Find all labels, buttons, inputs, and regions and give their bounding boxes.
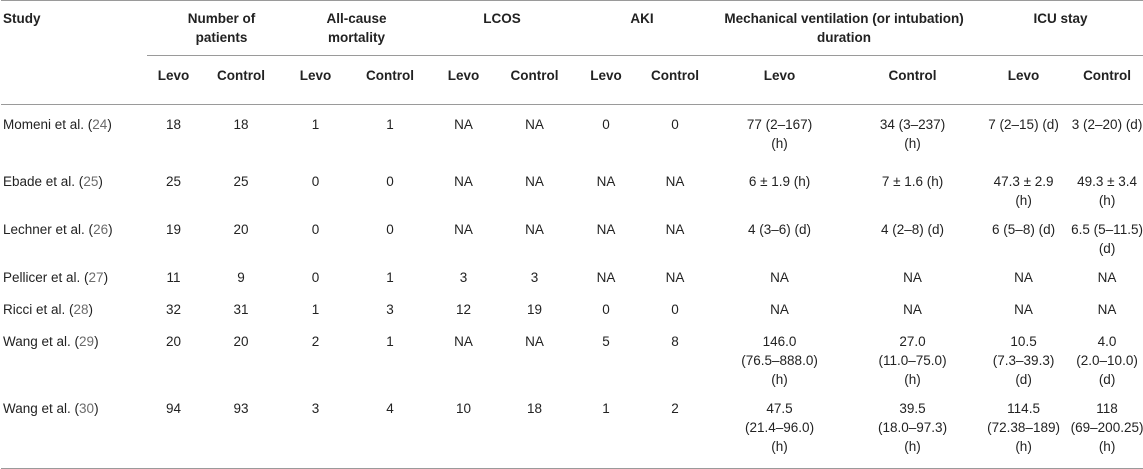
citation-link[interactable]: 28 bbox=[73, 301, 89, 317]
mv-ctrl-cell bbox=[848, 105, 977, 162]
study-name-text: ) bbox=[107, 117, 112, 132]
cell-line: (76.5–888.0) bbox=[741, 352, 818, 368]
cell-line: 6.5 (5–11.5) bbox=[1071, 221, 1143, 237]
cell-line: (h) bbox=[904, 136, 921, 151]
study-name-text: Wang et al. ( bbox=[3, 333, 80, 349]
subheader-levo: Levo bbox=[282, 56, 349, 105]
icu-ctrl-cell bbox=[1070, 389, 1143, 469]
mv-ctrl-cell bbox=[848, 290, 977, 322]
cell-line: NA bbox=[903, 301, 922, 317]
citation-link[interactable]: 29 bbox=[79, 333, 95, 349]
study-name-text: Ebade et al. ( bbox=[3, 173, 84, 189]
table-row bbox=[1, 322, 1143, 389]
icu-ctrl-cell bbox=[1070, 210, 1143, 258]
mv-ctrl-cell bbox=[848, 210, 977, 258]
icu-levo-cell bbox=[977, 322, 1070, 389]
mort-levo-cell: 0 bbox=[311, 269, 320, 285]
aki-ctrl-cell: 2 bbox=[639, 389, 711, 469]
cell-line: 114.5 bbox=[1007, 400, 1040, 416]
cell-line: (d) bbox=[1098, 240, 1116, 256]
cell-line: (69–200.25) bbox=[1070, 419, 1143, 435]
mort-levo-cell: 0 bbox=[311, 173, 320, 189]
header-icu-stay: ICU stay bbox=[977, 1, 1143, 56]
icu-ctrl-cell bbox=[1070, 258, 1143, 290]
mv-levo-cell bbox=[711, 290, 848, 322]
study-name-cell bbox=[1, 105, 147, 162]
aki-levo-cell: 1 bbox=[573, 389, 639, 469]
cell-line: 4.0 bbox=[1097, 333, 1117, 349]
aki-ctrl-cell: NA bbox=[665, 173, 685, 189]
subheader-levo: Levo bbox=[711, 56, 848, 105]
cell-line: (72.38–189) bbox=[987, 419, 1060, 435]
lcos-ctrl-cell: NA bbox=[525, 173, 544, 189]
header-all-cause-mortality: All-cause mortality bbox=[282, 1, 431, 56]
mv-levo-cell bbox=[711, 258, 848, 290]
aki-levo-cell: NA bbox=[596, 173, 616, 189]
cell-line: 77 (2–167) bbox=[746, 117, 813, 132]
n-ctrl-cell: 25 bbox=[233, 173, 249, 189]
n-levo-cell: 32 bbox=[165, 301, 182, 317]
citation-link[interactable]: 25 bbox=[83, 173, 99, 189]
subheader-control: Control bbox=[848, 56, 977, 105]
mv-levo-cell bbox=[711, 389, 848, 469]
cell-line: 34 (3–237) bbox=[879, 117, 946, 132]
n-ctrl-cell: 20 bbox=[233, 221, 249, 237]
cell-line: (11.0–75.0) bbox=[878, 352, 947, 368]
citation-link[interactable]: 26 bbox=[93, 221, 109, 237]
mv-ctrl-cell bbox=[848, 389, 977, 469]
cell-line: NA bbox=[1097, 269, 1117, 285]
table-row bbox=[1, 389, 1143, 469]
mv-levo-cell bbox=[711, 322, 848, 389]
cell-line: NA bbox=[1014, 301, 1033, 317]
cell-line: (h) bbox=[1015, 192, 1032, 208]
cell-line: (18.0–97.3) bbox=[878, 419, 948, 435]
cell-line: (d) bbox=[1098, 371, 1116, 387]
n-levo-cell: 18 bbox=[165, 117, 182, 132]
aki-ctrl-cell: 0 bbox=[671, 301, 679, 317]
lcos-ctrl-cell: 19 bbox=[527, 301, 543, 317]
subheader-levo: Levo bbox=[977, 56, 1070, 105]
cell-line: (h) bbox=[771, 371, 788, 387]
icu-levo-cell bbox=[977, 210, 1070, 258]
header-row-2 bbox=[1, 56, 1143, 105]
cell-line: 118 bbox=[1096, 400, 1118, 416]
icu-ctrl-cell bbox=[1070, 162, 1143, 210]
n-levo-cell: 19 bbox=[165, 221, 182, 237]
cell-line: NA bbox=[1097, 301, 1117, 317]
cell-line: (h) bbox=[771, 136, 788, 151]
mv-ctrl-cell bbox=[848, 322, 977, 389]
citation-link[interactable]: 30 bbox=[79, 400, 95, 416]
study-name-text: ) bbox=[94, 400, 99, 416]
lcos-ctrl-cell: NA bbox=[525, 221, 544, 237]
study-name-text: ) bbox=[88, 301, 94, 317]
mort-ctrl-cell: 1 bbox=[386, 269, 394, 285]
mort-ctrl-cell: 0 bbox=[386, 173, 394, 189]
header-number-of-patients: Number of patients bbox=[147, 1, 282, 56]
subheader-control: Control bbox=[496, 56, 573, 105]
study-name-text: ) bbox=[103, 269, 109, 285]
mort-levo-cell: 3 bbox=[282, 389, 349, 469]
n-ctrl-cell: 20 bbox=[233, 333, 249, 349]
n-ctrl-cell: 9 bbox=[237, 269, 245, 285]
study-name-text: Pellicer et al. ( bbox=[3, 269, 89, 285]
n-ctrl-cell: 93 bbox=[200, 389, 282, 469]
lcos-levo-cell: 12 bbox=[456, 301, 472, 317]
aki-ctrl-cell: NA bbox=[665, 269, 685, 285]
n-ctrl-cell: 18 bbox=[233, 117, 249, 132]
aki-levo-cell: 0 bbox=[602, 301, 610, 317]
lcos-levo-cell: NA bbox=[454, 173, 473, 189]
header-lcos: LCOS bbox=[431, 1, 573, 56]
mort-levo-cell: 1 bbox=[311, 301, 320, 317]
cell-line: (h) bbox=[1098, 192, 1116, 208]
aki-levo-cell: NA bbox=[596, 269, 616, 285]
cell-line: 7 ± 1.6 (h) bbox=[881, 173, 944, 189]
header-study: Study bbox=[1, 1, 147, 105]
study-name-text: ) bbox=[108, 221, 113, 237]
icu-levo-cell bbox=[977, 389, 1070, 469]
cell-line: NA bbox=[770, 301, 789, 317]
table-body bbox=[1, 105, 1143, 469]
lcos-levo-cell: NA bbox=[454, 333, 473, 349]
results-table bbox=[1, 0, 1143, 469]
icu-levo-cell bbox=[977, 105, 1070, 162]
cell-line: 39.5 bbox=[899, 400, 926, 416]
icu-levo-cell bbox=[977, 162, 1070, 210]
aki-levo-cell: NA bbox=[596, 221, 616, 237]
subheader-levo: Levo bbox=[431, 56, 496, 105]
cell-line: (7.3–39.3) bbox=[992, 352, 1055, 368]
mort-ctrl-cell: 3 bbox=[386, 301, 394, 317]
study-name-text: Lechner et al. ( bbox=[3, 221, 94, 237]
subheader-control: Control bbox=[349, 56, 431, 105]
cell-line: (h) bbox=[1098, 438, 1116, 454]
lcos-ctrl-cell: 18 bbox=[496, 389, 573, 469]
cell-line: (2.0–10.0) bbox=[1076, 352, 1138, 368]
lcos-ctrl-cell: 3 bbox=[530, 269, 539, 285]
aki-ctrl-cell: 0 bbox=[671, 117, 679, 132]
cell-line: 27.0 bbox=[899, 333, 926, 349]
study-name-text: Momeni et al. ( bbox=[3, 117, 93, 132]
n-levo-cell: 25 bbox=[165, 173, 182, 189]
mv-ctrl-cell bbox=[848, 162, 977, 210]
study-name-text: ) bbox=[94, 333, 99, 349]
cell-line: 4 (3–6) (d) bbox=[748, 221, 812, 237]
aki-levo-cell: 0 bbox=[602, 117, 610, 132]
lcos-ctrl-cell: NA bbox=[525, 117, 544, 132]
subheader-levo: Levo bbox=[147, 56, 200, 105]
citation-link[interactable]: 24 bbox=[92, 117, 108, 132]
cell-line: (d) bbox=[1015, 371, 1032, 387]
mv-levo-cell bbox=[711, 210, 848, 258]
table-row bbox=[1, 258, 1143, 290]
mort-ctrl-cell: 1 bbox=[386, 333, 394, 349]
mort-levo-cell: 1 bbox=[311, 117, 320, 132]
table-row bbox=[1, 105, 1143, 162]
lcos-levo-cell: NA bbox=[454, 221, 473, 237]
cell-line: 146.0 bbox=[762, 333, 797, 349]
icu-levo-cell bbox=[977, 258, 1070, 290]
header-mech-vent: Mechanical ventilation (or intubation) duration bbox=[711, 1, 977, 56]
study-name-text: Wang et al. ( bbox=[3, 400, 80, 416]
lcos-levo-cell: 3 bbox=[459, 269, 468, 285]
n-levo-cell: 94 bbox=[147, 389, 200, 469]
header-row-1 bbox=[1, 1, 1143, 56]
mort-ctrl-cell: 0 bbox=[386, 221, 394, 237]
n-levo-cell: 11 bbox=[166, 269, 181, 285]
icu-ctrl-cell bbox=[1070, 322, 1143, 389]
cell-line: 6 ± 1.9 (h) bbox=[748, 173, 811, 189]
icu-ctrl-cell bbox=[1070, 105, 1143, 162]
mort-levo-cell: 2 bbox=[311, 333, 320, 349]
study-name-cell bbox=[1, 258, 147, 290]
mort-levo-cell: 0 bbox=[311, 221, 320, 237]
aki-levo-cell: 5 bbox=[602, 333, 610, 349]
citation-link[interactable]: 27 bbox=[88, 269, 104, 285]
subheader-levo: Levo bbox=[573, 56, 639, 105]
subheader-control: Control bbox=[639, 56, 711, 105]
lcos-levo-cell: 10 bbox=[431, 389, 496, 469]
mort-ctrl-cell: 1 bbox=[386, 117, 394, 132]
cell-line: NA bbox=[903, 269, 922, 285]
icu-ctrl-cell bbox=[1070, 290, 1143, 322]
study-name-cell bbox=[1, 322, 147, 389]
header-aki: AKI bbox=[573, 1, 711, 56]
study-name-cell bbox=[1, 389, 147, 469]
cell-line: 4 (2–8) (d) bbox=[881, 221, 945, 237]
study-name-cell bbox=[1, 162, 147, 210]
cell-line: 47.3 ± 2.9 bbox=[993, 173, 1054, 189]
subheader-control: Control bbox=[200, 56, 282, 105]
n-levo-cell: 20 bbox=[165, 333, 182, 349]
icu-levo-cell bbox=[977, 290, 1070, 322]
study-name-cell bbox=[1, 210, 147, 258]
cell-line: (21.4–96.0) bbox=[745, 419, 815, 435]
aki-ctrl-cell: NA bbox=[665, 221, 685, 237]
cell-line: (h) bbox=[1015, 438, 1032, 454]
cell-line: 49.3 ± 3.4 bbox=[1077, 173, 1138, 189]
mv-levo-cell bbox=[711, 162, 848, 210]
study-name-text: ) bbox=[98, 173, 103, 189]
mort-ctrl-cell: 4 bbox=[349, 389, 431, 469]
cell-line: 10.5 bbox=[1010, 333, 1037, 349]
table-row bbox=[1, 210, 1143, 258]
cell-line: 7 (2–15) (d) bbox=[988, 117, 1059, 132]
table-row bbox=[1, 290, 1143, 322]
n-ctrl-cell: 31 bbox=[233, 301, 249, 317]
table-row bbox=[1, 162, 1143, 210]
aki-ctrl-cell: 8 bbox=[671, 333, 679, 349]
mv-ctrl-cell bbox=[848, 258, 977, 290]
cell-line: 47.5 bbox=[766, 400, 793, 416]
lcos-levo-cell: NA bbox=[454, 117, 473, 132]
cell-line: NA bbox=[1014, 269, 1033, 285]
cell-line: NA bbox=[770, 269, 789, 285]
cell-line: 6 (5–8) (d) bbox=[992, 221, 1056, 237]
cell-line: 3 (2–20) (d) bbox=[1071, 117, 1143, 132]
cell-line: (h) bbox=[771, 438, 788, 454]
study-name-text: Ricci et al. ( bbox=[3, 301, 74, 317]
study-name-cell bbox=[1, 290, 147, 322]
subheader-control: Control bbox=[1070, 56, 1143, 105]
lcos-ctrl-cell: NA bbox=[525, 333, 544, 349]
cell-line: (h) bbox=[904, 371, 921, 387]
mv-levo-cell bbox=[711, 105, 848, 162]
cell-line: (h) bbox=[904, 438, 921, 454]
